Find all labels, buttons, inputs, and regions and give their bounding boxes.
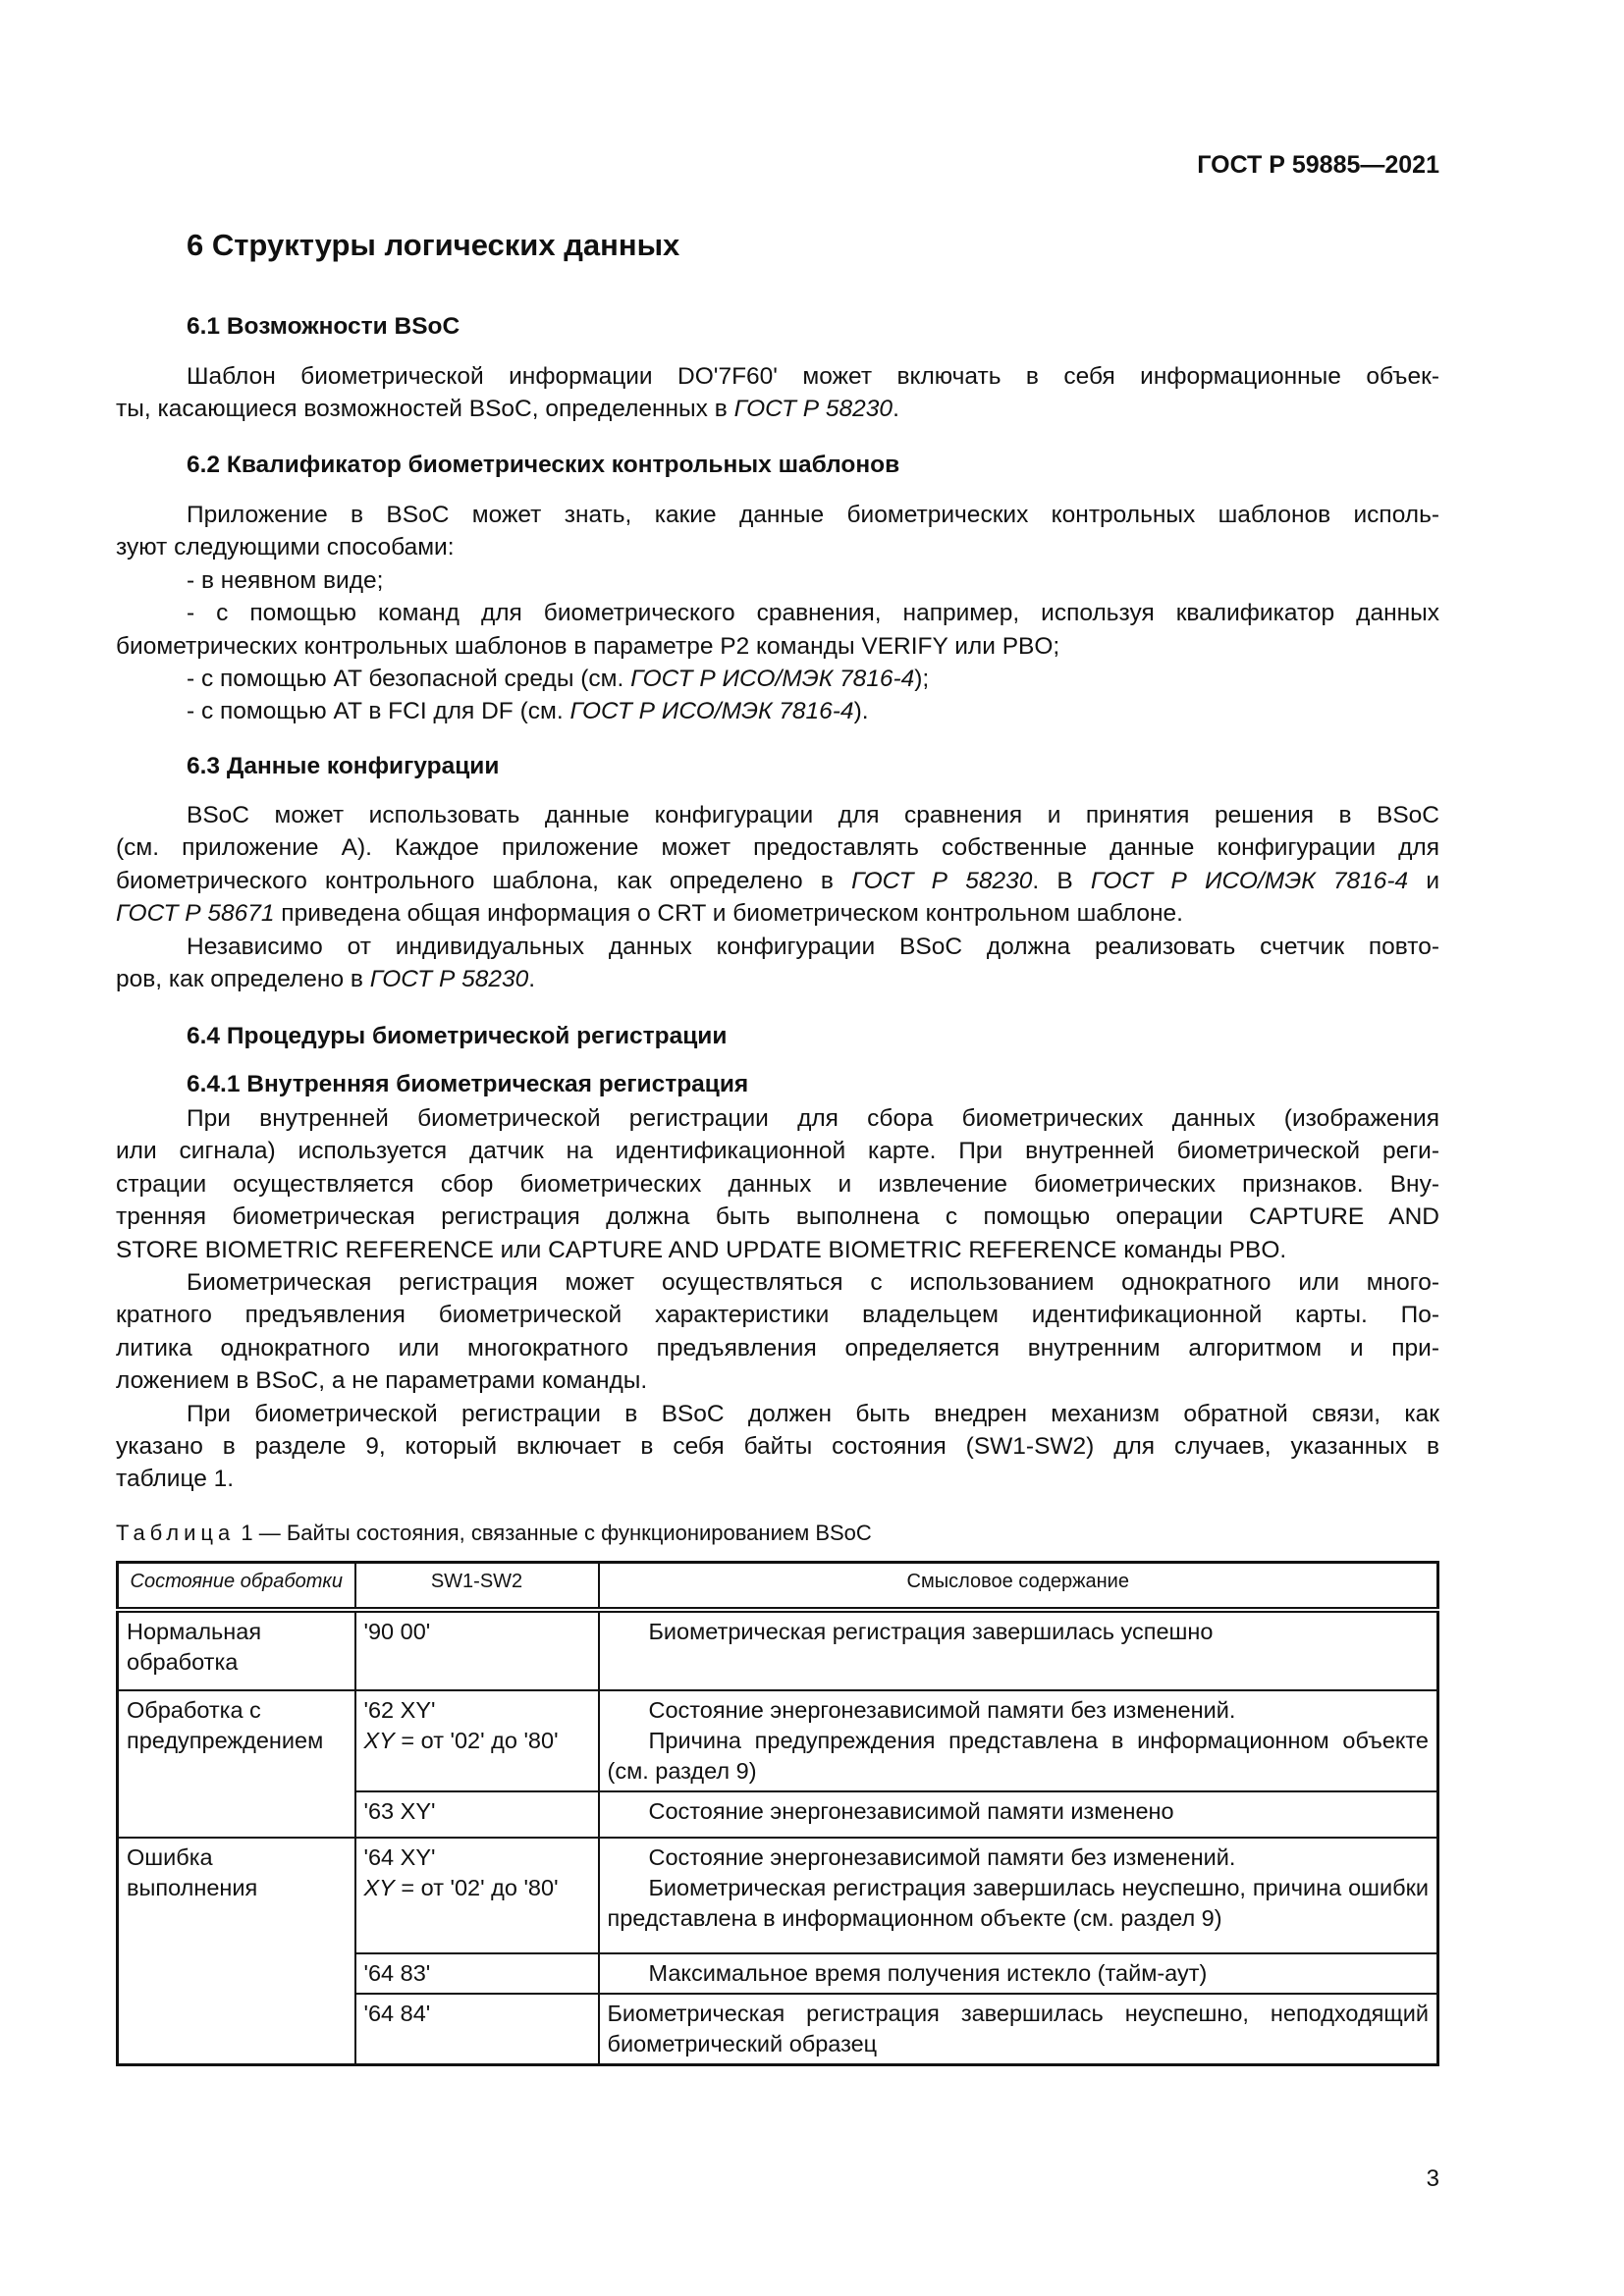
text-segment: ). <box>853 698 869 725</box>
subsection-title-6-4-1: 6.4.1 Внутренняя биометрическая регистрация <box>187 1071 749 1097</box>
table-row <box>118 1838 1438 1953</box>
page-number: 3 <box>1426 2165 1439 2192</box>
meaning-cell <box>599 1690 1438 1791</box>
sw-code: '64 XY' <box>363 1843 436 1870</box>
text-line <box>116 831 1439 864</box>
text-line <box>116 499 1439 531</box>
sw-code: '90 00' <box>363 1618 431 1644</box>
text-segment: - с помощью AT в FCI для DF (см. <box>187 698 570 725</box>
standard-reference: ГОСТ Р 58671 <box>116 900 275 928</box>
text-segment: и <box>1408 867 1439 894</box>
sw-code-cell <box>355 1791 599 1838</box>
text-segment: тренняя биометрическая регистрация должна быть выполнена с помощью операции CAPTURE AND <box>116 1203 1439 1231</box>
text-segment: или сигнала) используется датчик на идентификационной карте. При внутренней биометрической реги- <box>116 1138 1439 1165</box>
state-cell: Обработка с предупреждением <box>118 1690 355 1838</box>
text-segment: ложением в BSoC, а не параметрами команды. <box>116 1367 648 1395</box>
text-segment: биометрических контрольных шаблонов в параметре P2 команды VERIFY или PBO; <box>116 632 1060 660</box>
text-segment: Независимо от индивидуальных данных конфигурации BSoC должна реализовать счетчик повто- <box>187 933 1439 960</box>
text-segment: страции осуществляется сбор биометрических данных и извлечение биометрических признаков. Вну- <box>116 1170 1439 1198</box>
standard-reference: ГОСТ Р 58230 <box>369 966 529 993</box>
text-line <box>116 1364 1439 1397</box>
meaning-text: Биометрическая регистрация завершилась неуспешно, неподходящий биометрический образец <box>607 2000 1429 2056</box>
text-line <box>116 1135 1439 1167</box>
text-line <box>116 531 1439 563</box>
text-segment: При внутренней биометрической регистрации для сбора биометрических данных (изображения <box>187 1105 1439 1132</box>
table-caption <box>116 1517 1439 1550</box>
text-segment: . <box>893 396 899 423</box>
section-body <box>116 799 1439 995</box>
section-heading: 6 Структуры логических данных <box>187 228 680 262</box>
sw-code: '64 84' <box>363 2000 431 2026</box>
text-line <box>116 393 1439 425</box>
document-header: ГОСТ Р 59885—2021 <box>1197 151 1439 179</box>
text-line <box>116 360 1439 393</box>
text-line <box>116 630 1439 663</box>
meaning-text: Максимальное время получения истекло (тайм-аут) <box>648 1959 1208 1986</box>
meaning-cell <box>599 1791 1438 1838</box>
text-segment: BSoC может использовать данные конфигурации для сравнения и принятия решения в BSoC <box>187 802 1439 828</box>
text-segment: - с помощью AT безопасной среды (см. <box>187 666 631 693</box>
text-segment: указано в разделе 9, который включает в себя байты состояния (SW1-SW2) для случаев, указанных в <box>116 1433 1439 1461</box>
meaning-cell <box>599 1838 1438 1953</box>
text-line <box>116 597 1439 629</box>
text-segment: - в неявном виде; <box>187 566 384 594</box>
sw-code-cell <box>355 1953 599 1994</box>
subsection-title-6-4: 6.4 Процедуры биометрической регистрации <box>187 1023 728 1049</box>
text-line <box>116 799 1439 831</box>
text-line <box>116 1201 1439 1233</box>
text-line <box>116 897 1439 930</box>
meaning-text: Состояние энергонезависимой памяти без изменений. <box>648 1843 1236 1870</box>
text-segment: таблице 1. <box>116 1466 235 1493</box>
standard-reference: ГОСТ Р 58230 <box>733 396 893 423</box>
sw-code-cell <box>355 1610 599 1690</box>
text-segment: ты, касающиеся возможностей BSoC, определенных в <box>116 396 734 423</box>
text-segment: Приложение в BSoC может знать, какие данные биометрических контрольных шаблонов исполь- <box>187 502 1439 528</box>
subsection-title-6-1: 6.1 Возможности BSoC <box>187 313 460 340</box>
meaning-text: Состояние энергонезависимой памяти изменено <box>648 1797 1174 1824</box>
state-cell: Ошибка выполнения <box>118 1838 355 2065</box>
table-row <box>118 1610 1438 1690</box>
table-caption-label: Таблица <box>116 1521 236 1545</box>
column-header-meaning: Смысловое содержание <box>599 1563 1438 1610</box>
meaning-text: Причина предупреждения представлена в информационном объекте (см. раздел 9) <box>607 1727 1429 1784</box>
text-line <box>116 1168 1439 1201</box>
text-segment: ); <box>914 666 930 693</box>
text-segment: . <box>528 966 536 993</box>
meaning-text: Биометрическая регистрация завершилась неуспешно, причина ошибки представлена в информационном объекте (см. раздел 9) <box>607 1874 1429 1931</box>
meaning-cell <box>599 1953 1438 1994</box>
text-segment: зуют следующими способами: <box>116 534 455 561</box>
table-caption-text: 1 — Байты состояния, связанные с функционированием BSoC <box>235 1521 872 1545</box>
sw-code-cell <box>355 1838 599 1953</box>
meaning-cell <box>599 1610 1438 1690</box>
sw-code: '63 XY' <box>363 1797 436 1824</box>
state-cell: Нормальная обработка <box>118 1610 355 1690</box>
section-body <box>116 360 1439 426</box>
section-body <box>116 499 1439 728</box>
text-segment: Биометрическая регистрация может осуществляться с использованием однократного или много- <box>187 1269 1439 1297</box>
subsection-title-6-2: 6.2 Квалификатор биометрических контрольных шаблонов <box>187 452 900 478</box>
sw-code: '64 83' <box>363 1959 431 1986</box>
sw-code-range: XY = от '02' до '80' <box>363 1727 559 1753</box>
meaning-text: Состояние энергонезависимой памяти без изменений. <box>648 1696 1236 1723</box>
section-body <box>116 1102 1439 1496</box>
text-line <box>116 564 1439 597</box>
text-line <box>116 865 1439 897</box>
standard-reference: ГОСТ Р ИСО/МЭК 7816-4 <box>569 698 854 725</box>
text-segment: литика однократного или многократного предъявления определяется внутренним алгоритмом и при- <box>116 1334 1439 1362</box>
text-segment: STORE BIOMETRIC REFERENCE или CAPTURE AND UPDATE BIOMETRIC REFERENCE команды PBO. <box>116 1236 1287 1263</box>
text-line <box>116 695 1439 727</box>
standard-reference: ГОСТ Р ИСО/МЭК 7816-4 <box>1090 867 1409 894</box>
text-line <box>116 1266 1439 1299</box>
status-bytes-table <box>116 1561 1439 2066</box>
text-segment: ров, как определено в <box>116 966 370 993</box>
text-line <box>116 663 1439 695</box>
sw-code: '62 XY' <box>363 1696 436 1723</box>
meaning-text: Биометрическая регистрация завершилась успешно <box>648 1618 1214 1644</box>
text-line <box>116 1102 1439 1135</box>
standard-reference: ГОСТ Р 58230 <box>851 867 1033 894</box>
sw-code-range: XY = от '02' до '80' <box>363 1874 559 1900</box>
text-segment: - с помощью команд для биометрического сравнения, например, используя квалификатор данных <box>187 600 1439 627</box>
text-segment: При биометрической регистрации в BSoC должен быть внедрен механизм обратной связи, как <box>187 1400 1439 1427</box>
text-line <box>116 1430 1439 1463</box>
text-line <box>116 1234 1439 1266</box>
text-segment: кратного предъявления биометрической характеристики владельцем идентификационной карты. По- <box>116 1302 1439 1329</box>
sw-code-cell <box>355 1994 599 2065</box>
sw-code-cell <box>355 1690 599 1791</box>
text-segment: . В <box>1032 867 1091 894</box>
text-line <box>116 1332 1439 1364</box>
text-segment: приведена общая информация о CRT и биометрическом контрольном шаблоне. <box>274 900 1183 928</box>
text-line <box>116 1299 1439 1331</box>
text-line <box>116 931 1439 963</box>
text-line <box>116 1463 1439 1495</box>
text-segment: Шаблон биометрической информации DO'7F60' может включать в себя информационные объек- <box>187 363 1439 390</box>
text-segment: биометрического контрольного шаблона, как определено в <box>116 867 852 894</box>
column-header-state: Состояние обработки <box>118 1563 355 1610</box>
meaning-cell <box>599 1994 1438 2065</box>
column-header-sw: SW1-SW2 <box>355 1563 599 1610</box>
text-segment: (см. приложение А). Каждое приложение может предоставлять собственные данные конфигурации для <box>116 834 1439 862</box>
text-line <box>116 1398 1439 1430</box>
table-row <box>118 1690 1438 1791</box>
text-line <box>116 963 1439 995</box>
standard-reference: ГОСТ Р ИСО/МЭК 7816-4 <box>630 666 915 693</box>
subsection-title-6-3: 6.3 Данные конфигурации <box>187 753 500 779</box>
